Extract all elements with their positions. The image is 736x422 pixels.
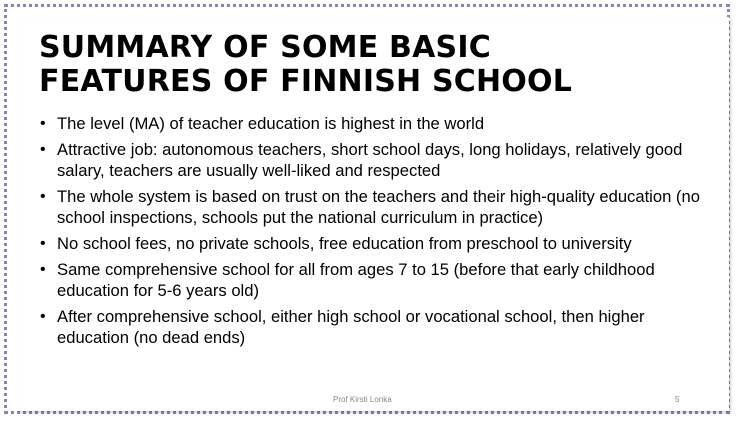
bullet-icon: •: [40, 115, 46, 132]
slide-title: [39, 31, 572, 99]
bullet-icon: •: [40, 235, 46, 252]
slide-frame: [4, 4, 730, 414]
bullet-text: No school fees, no private schools, free education from preschool to university: [57, 234, 632, 253]
bullet-text: After comprehensive school, either high school or vocational school, then higher education (no dead ends): [57, 307, 645, 347]
page-number: 5: [675, 395, 680, 404]
bullet-icon: •: [40, 188, 46, 205]
bullet-text: Same comprehensive school for all from ages 7 to 15 (before that early childhood education for 5-6 years old): [57, 260, 655, 300]
bullet-text: The level (MA) of teacher education is highest in the world: [57, 114, 485, 133]
slide: [17, 17, 729, 411]
bullet-item: [39, 113, 709, 134]
bullet-text: The whole system is based on trust on the teachers and their high-quality education (no school inspections, schools put the national curriculum in practice): [57, 187, 700, 227]
bullet-icon: •: [40, 141, 46, 158]
bullet-item: [39, 259, 709, 301]
bullet-item: [39, 139, 709, 181]
slide-title-line-2: FEATURES OF FINNISH SCHOOL: [39, 64, 573, 99]
bullet-icon: •: [40, 261, 46, 278]
bullet-icon: •: [40, 308, 46, 325]
bullet-text: Attractive job: autonomous teachers, short school days, long holidays, relatively good salary, teachers are usually well-liked and respected: [57, 140, 683, 180]
bullet-item: [39, 186, 709, 228]
bullet-item: [39, 233, 709, 254]
slide-title-line-1: SUMMARY OF SOME BASIC: [39, 30, 491, 65]
bullet-item: [39, 306, 709, 348]
footer-author: Prof Kirsti Lonka: [333, 395, 392, 404]
bullet-list: [39, 113, 709, 353]
